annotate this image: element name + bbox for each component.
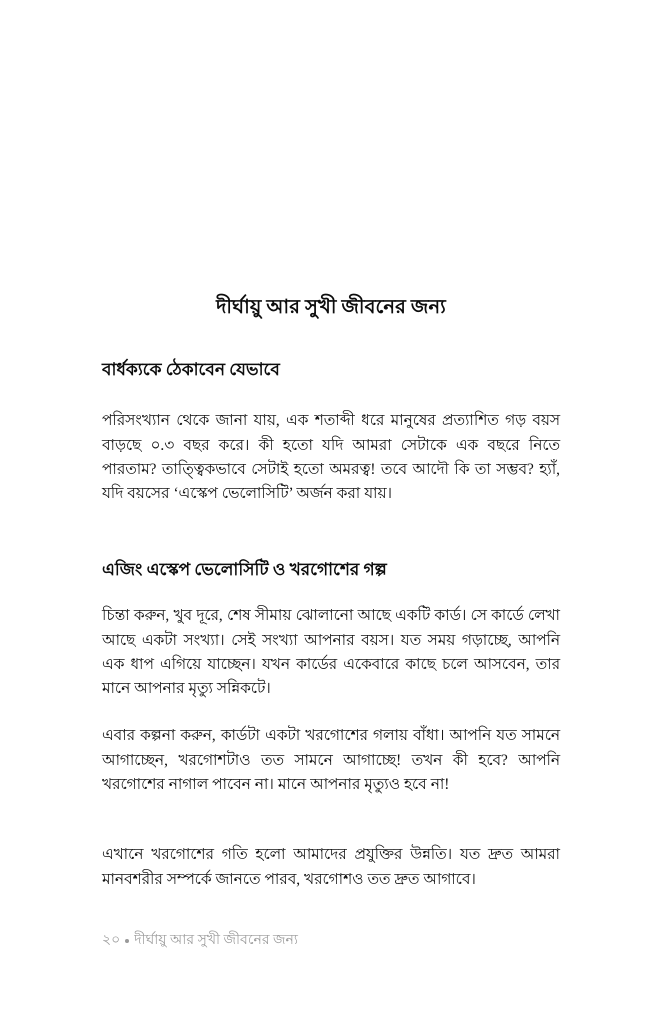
page-title: দীর্ঘায়ু আর সুখী জীবনের জন্য: [216, 297, 446, 319]
footer-book-title: দীর্ঘায়ু আর সুখী জীবনের জন্য: [134, 933, 298, 949]
paragraph-statistics: পরিসংখ্যান থেকে জানা যায়, এক শতাব্দী ধরে মানুষের প্রত্যাশিত গড় বয়স বাড়ছে ০.৩ বছর করে। কী হতো যদি আমরা সেটাকে এক বছরে নিতে পারতাম? তাত্ত্বিকভাবে সেটাই হতো অমরত্ব! তবে আদৌ কি তা সম্ভব? হ্যাঁ, যদি বয়সের ‘এস্কেপ ভেলোসিটি’ অর্জন করা যায়।: [102, 412, 560, 502]
paragraph-card-analogy: চিন্তা করুন, খুব দূরে, শেষ সীমায় ঝোলানো আছে একটি কার্ড। সে কার্ডে লেখা আছে একটা সংখ্যা। সেই সংখ্যা আপনার বয়স। যত সময় গড়াচ্ছে, আপনি এক ধাপ এগিয়ে যাচ্ছেন। যখন কার্ডের একেবারে কাছে চলে আসবেন, তার মানে আপনার মৃত্যু সন্নিকটে।: [102, 607, 560, 697]
paragraph-technology-progress: এখানে খরগোশের গতি হলো আমাদের প্রযুক্তির উন্নতি। যত দ্রুত আমরা মানবশরীর সম্পর্কে জানতে পারব, খরগোশও তত দ্রুত আগাবে।: [102, 846, 560, 888]
footer-page-number: ২০: [102, 933, 121, 949]
section-heading-aging-prevention: বার্ধক্যকে ঠেকাবেন যেভাবে: [102, 360, 280, 380]
section-heading-escape-velocity: এজিং এস্কেপ ভেলোসিটি ও খরগোশের গল্প: [102, 560, 387, 580]
bullet-dot-icon: [125, 931, 129, 951]
page-footer: [102, 931, 560, 951]
paragraph-rabbit-analogy: এবার কল্পনা করুন, কার্ডটা একটা খরগোশের গলায় বাঁধা। আপনি যত সামনে আগাচ্ছেন, খরগোশটাও তত সামনে আগাচ্ছে! তখন কী হবে? আপনি খরগোশের নাগাল পাবেন না। মানে আপনার মৃত্যুও হবে না!: [102, 727, 560, 793]
